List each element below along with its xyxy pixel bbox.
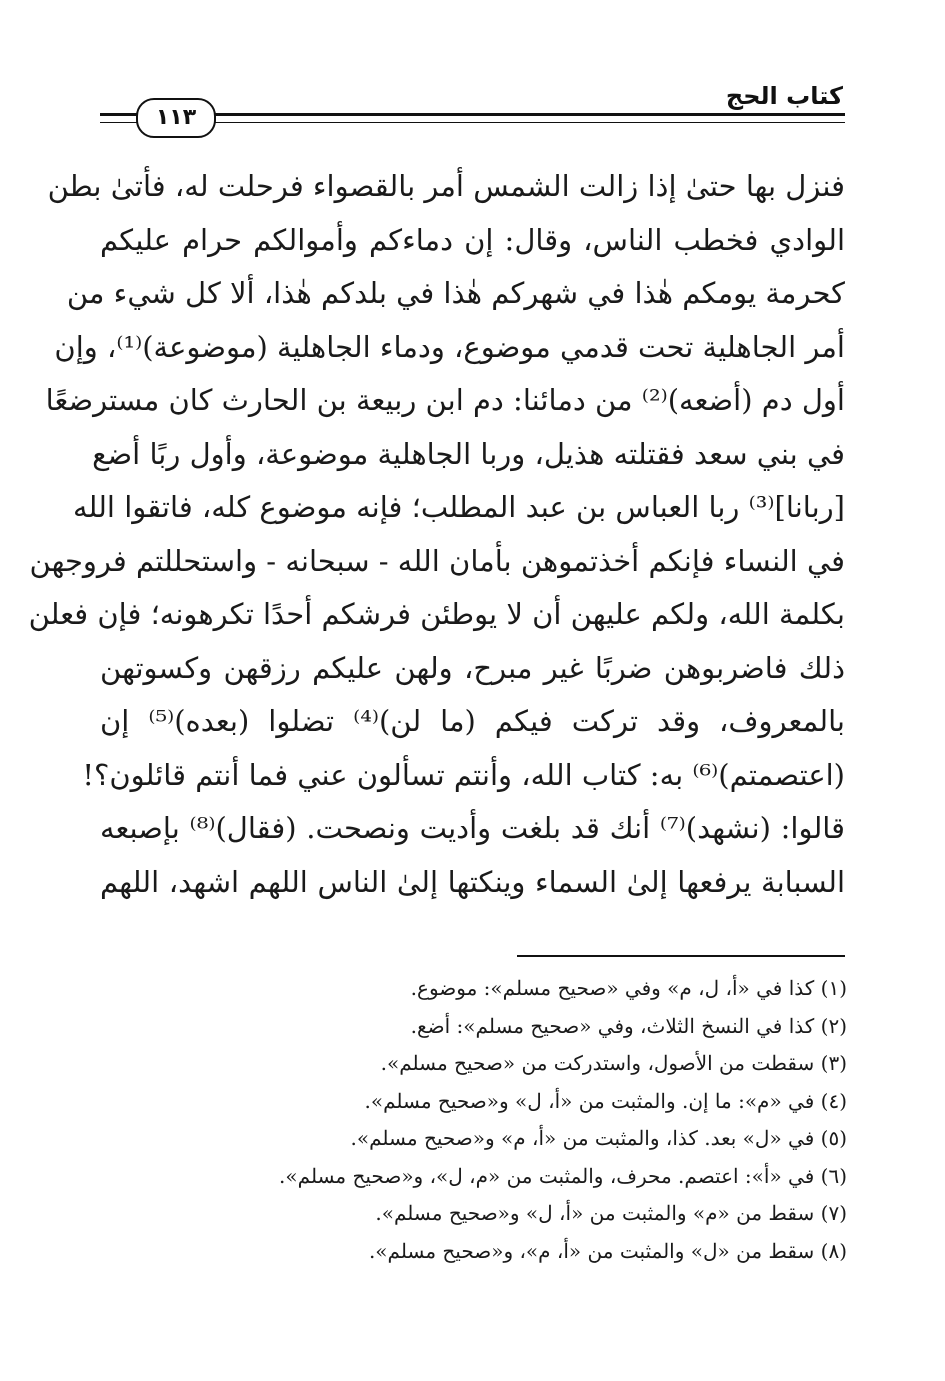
footnotes (102, 970, 847, 1270)
text-line: ذلك فاضربوهن ضربًا غير مبرح، ولهن عليكم رزقهن وكسوتهن (100, 650, 845, 685)
footnote: (٦) في «أ»: اعتصم. محرف، والمثبت من «م، ل»، و«صحيح مسلم». (279, 1163, 847, 1188)
text-line: أمر الجاهلية تحت قدمي موضوع، ودماء الجاهلية (موضوعة)⁽¹⁾، وإن (54, 329, 845, 364)
footnote-separator (517, 955, 845, 957)
text-line: فنزل بها حتىٰ إذا زالت الشمس أمر بالقصواء فرحلت له، فأتىٰ بطن (47, 169, 845, 203)
text-line: السبابة يرفعها إلىٰ السماء وينكتها إلىٰ الناس اللهم اشهد، اللهم (100, 864, 845, 899)
footnote: (٤) في «م»: ما إن. والمثبت من «أ، ل» و«صحيح مسلم». (364, 1088, 847, 1113)
footnote: (٧) سقط من «م» والمثبت من «أ، ل» و«صحيح مسلم». (375, 1201, 847, 1225)
text-line: في النساء فإنكم أخذتموهن بأمان الله - سبحانه - واستحللتم فروجهن (29, 543, 845, 578)
text-line: بالمعروف، وقد تركت فيكم (ما لن)⁽⁴⁾ تضلوا (بعده)⁽⁵⁾ إن (100, 704, 845, 738)
text-line: [ربانا]⁽³⁾ ربا العباس بن عبد المطلب؛ فإنه موضوع كله، فاتقوا الله (72, 490, 845, 524)
text-line: أول دم (أضعه)⁽²⁾ من دمائنا: دم ابن ربيعة بن الحارث كان مسترضعًا (45, 383, 845, 417)
footnote: (٣) سقطت من الأصول، واستدركت من «صحيح مسلم». (380, 1051, 847, 1075)
text-line: (اعتصمتم)⁽⁶⁾ به: كتاب الله، وأنتم تسألون عني فما أنتم قائلون؟! (82, 757, 845, 792)
text-line: كحرمة يومكم هٰذا في شهركم هٰذا في بلدكم هٰذا، ألا كل شيء من (66, 276, 845, 310)
text-line: قالوا: (نشهد)⁽⁷⁾ أنك قد بلغت وأديت ونصحت. (فقال)⁽⁸⁾ بإصبعه (100, 811, 845, 845)
footnote: (٢) كذا في النسخ الثلاث، وفي «صحيح مسلم»: أضع. (410, 1013, 847, 1038)
text-line: بكلمة الله، ولكم عليهن أن لا يوطئن فرشكم أحدًا تكرهونه؛ فإن فعلن (28, 597, 845, 631)
text-line: في بني سعد فقتلته هذيل، وربا الجاهلية موضوعة، وأول ربًا أضع (92, 436, 845, 471)
chapter-title: كتاب الحج (725, 82, 843, 110)
main-text (28, 160, 845, 909)
page-number: ١١٣ (136, 98, 216, 138)
footnote: (٨) سقط من «ل» والمثبت من «أ، م»، و«صحيح مسلم». (368, 1238, 847, 1263)
footnote: (٥) في «ل» بعد. كذا، والمثبت من «أ، م» و«صحيح مسلم». (350, 1126, 847, 1150)
footnote: (١) كذا في «أ، ل، م» وفي «صحيح مسلم»: موضوع. (410, 976, 847, 1000)
text-line: الوادي فخطب الناس، وقال: إن دماءكم وأموالكم حرام عليكم (100, 222, 845, 257)
running-header (100, 78, 845, 138)
